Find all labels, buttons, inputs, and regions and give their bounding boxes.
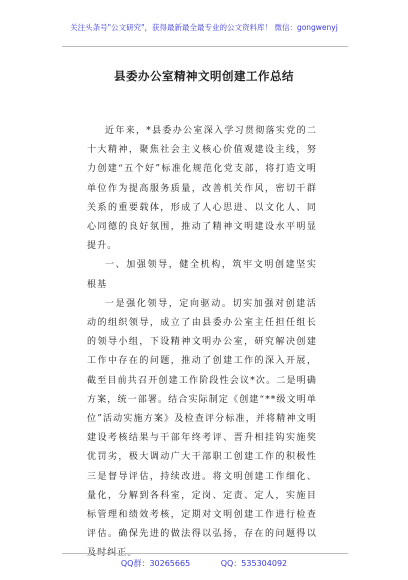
document-body — [87, 122, 317, 564]
footer-contacts — [0, 558, 408, 569]
section-heading: 一、加强领导，健全机构，筑牢文明创建坚实根基 — [87, 260, 317, 290]
paragraph-intro: 近年来，*县委办公室深入学习贯彻落实党的二十大精神，聚焦社会主义核心价值观建设主线，努力创建“五个好”标准化规范化党支部，将打造文明单位作为提高服务质量，改善机关作风，密切干群关系的重要载体，形成了人心思进、以文化人、同心同德的良好氛围，推动了精神文明建设水平明显提升。 — [87, 126, 317, 252]
header-promo-note: 关注头条号"公文研究"，获得最新最全最专业的公文资料库！ 微信：gongwenyj — [70, 23, 338, 32]
qq-group-label: QQ群：30265665 — [120, 559, 191, 568]
qq-contact-label: QQ：535304092 — [220, 559, 288, 568]
footer-divider — [62, 553, 348, 554]
paragraph-details: 一是强化领导，定向驱动。切实加强对创建活动的组织领导，成立了由县委办公室主任担任组长的领导小组，下设精神文明办公室，研究解决创建工作中存在的问题，推动了创建工作的深入开展，截至目前共召开创建工作阶段性会议*次。二是明确方案，统一部署。结合实际制定《创建“**级文明单位”活动实施方案》及检查评分标准，并将精神文明建设考核结果与干部年终考评、晋升相挂钩实施奖优罚劣，极大调动广大干部职工创建工作的积极性三是督导评估，持续改进。将文明创建工作细化、量化，分解到各科室，定岗、定责、定人，实施目标管理和绩效考核，定期对文明创建工作进行检查评估。确保先进的做法得以弘扬，存在的问题得以及时纠正。 — [87, 298, 317, 559]
document-title: 县委办公室精神文明创建工作总结 — [114, 69, 294, 83]
header-divider — [62, 46, 348, 47]
